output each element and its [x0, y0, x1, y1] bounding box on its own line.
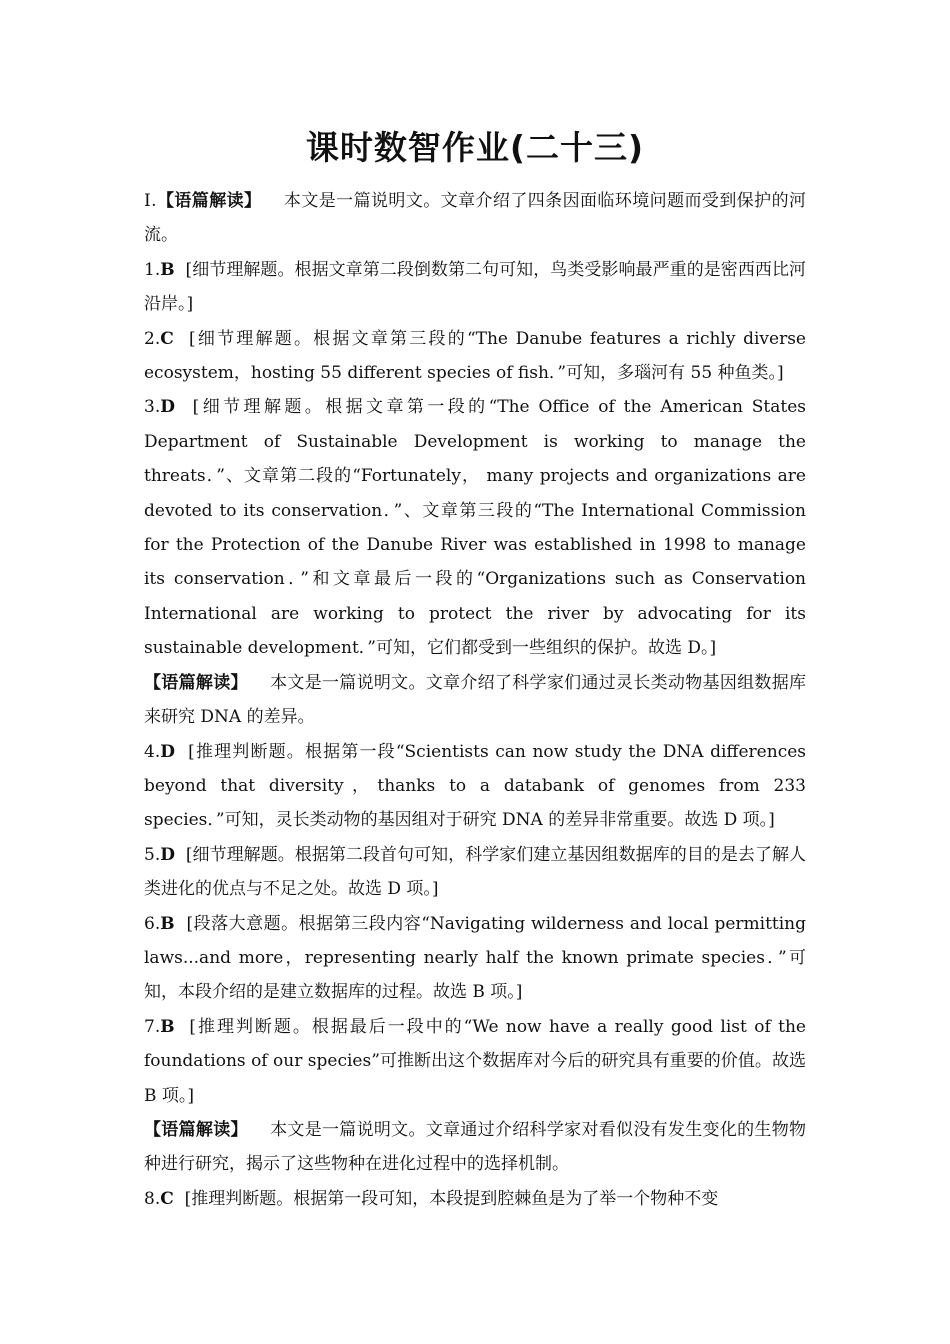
- reading-analysis-text: 本文是一篇说明文。文章通过介绍科学家对看似没有发生变化的生物物种进行研究，揭示了这些物种在进化过程中的选择机制。: [144, 1119, 807, 1175]
- answer-item-5: [144, 838, 806, 907]
- answer-item-4: [144, 735, 806, 838]
- reading-analysis-text: 本文是一篇说明文。文章介绍了四条因面临环境问题而受到保护的河流。: [144, 191, 807, 246]
- answer-letter: B: [160, 913, 175, 934]
- answer-letter: C: [160, 328, 174, 349]
- answer-letter: D: [160, 741, 175, 762]
- section-prefix: Ⅰ.: [144, 191, 157, 211]
- answer-item-2: [144, 322, 806, 391]
- answer-item-6: [144, 907, 806, 1010]
- item-number: 5.: [144, 844, 161, 865]
- item-number: 1.: [144, 259, 161, 280]
- answer-explanation: [推理判断题。根据第一段可知，本段提到腔棘鱼是为了举一个物种不变: [184, 1188, 719, 1209]
- answer-explanation: [推理判断题。根据最后一段中的“We now have a really good list of the foundations of our species”可推断出这个数据库对今后的研究具有重要的价值。故选 B 项。]: [144, 1016, 806, 1106]
- item-number: 2.: [144, 328, 161, 349]
- answer-explanation: [细节理解题。根据第二段首句可知，科学家们建立基因组数据库的目的是去了解人类进化的优点与不足之处。故选 D 项。]: [144, 844, 806, 900]
- answer-explanation: [段落大意题。根据第三段内容“Navigating wilderness and local permitting laws...and more，representing nearly half the known primate species．”可知，本段介绍的是建立数据库的过程。故选 B 项。]: [144, 913, 806, 1003]
- item-number: 8.: [144, 1188, 161, 1209]
- answer-explanation: [推理判断题。根据第一段“Scientists can now study the DNA differences beyond that diversity，thanks to a databank of genomes from 233 species．”可知，灵长类动物的基因组对于研究 DNA 的差异非常重要。故选 D 项。]: [144, 741, 806, 831]
- item-number: 7.: [144, 1016, 161, 1037]
- answer-explanation: [细节理解题。根据文章第三段的“The Danube features a richly diverse ecosystem，hosting 55 different species of fish．”可知，多瑙河有 55 种鱼类。]: [144, 328, 806, 384]
- answer-item-3: [144, 390, 806, 665]
- answer-letter: B: [160, 259, 175, 280]
- reading-analysis-text: 本文是一篇说明文。文章介绍了科学家们通过灵长类动物基因组数据库来研究 DNA 的差异。: [144, 672, 807, 728]
- answer-explanation: [细节理解题。根据文章第二段倒数第二句可知，鸟类受影响最严重的是密西西比河沿岸。]: [144, 259, 806, 315]
- reading-analysis-tag: 【语篇解读】: [156, 191, 262, 211]
- answer-item-7: [144, 1010, 806, 1113]
- answer-letter: D: [160, 844, 175, 865]
- document-page: [144, 120, 806, 1216]
- item-number: 6.: [144, 913, 161, 934]
- reading-analysis-1: [144, 184, 806, 253]
- reading-analysis-3: [144, 1113, 806, 1182]
- reading-analysis-tag: 【语篇解读】: [144, 672, 248, 693]
- reading-analysis-tag: 【语篇解读】: [144, 1119, 248, 1140]
- answer-item-1: [144, 253, 806, 322]
- answer-letter: B: [160, 1016, 175, 1037]
- reading-analysis-2: [144, 666, 806, 735]
- answer-letter: C: [160, 1188, 174, 1209]
- item-number: 4.: [144, 741, 161, 762]
- answer-item-8: [144, 1182, 806, 1216]
- page-title: 课时数智作业(二十三): [305, 128, 645, 167]
- item-number: 3.: [144, 397, 161, 418]
- answer-letter: D: [160, 397, 175, 418]
- answer-explanation: [细节理解题。根据文章第一段的“The Office of the American States Department of Sustainable Development is working to manage the threats．”、文章第二段的“Fortunately， many projects and organizations are devoted to its conservation．”、文章第三段的“The International Commission for the Protection of the Danube River was established in 1998 to manage its conservation．”和文章最后一段的“Organizations such as Conservation International are working to protect the river by advocating for its sustainable development．”可知，它们都受到一些组织的保护。故选 D。]: [144, 397, 806, 659]
